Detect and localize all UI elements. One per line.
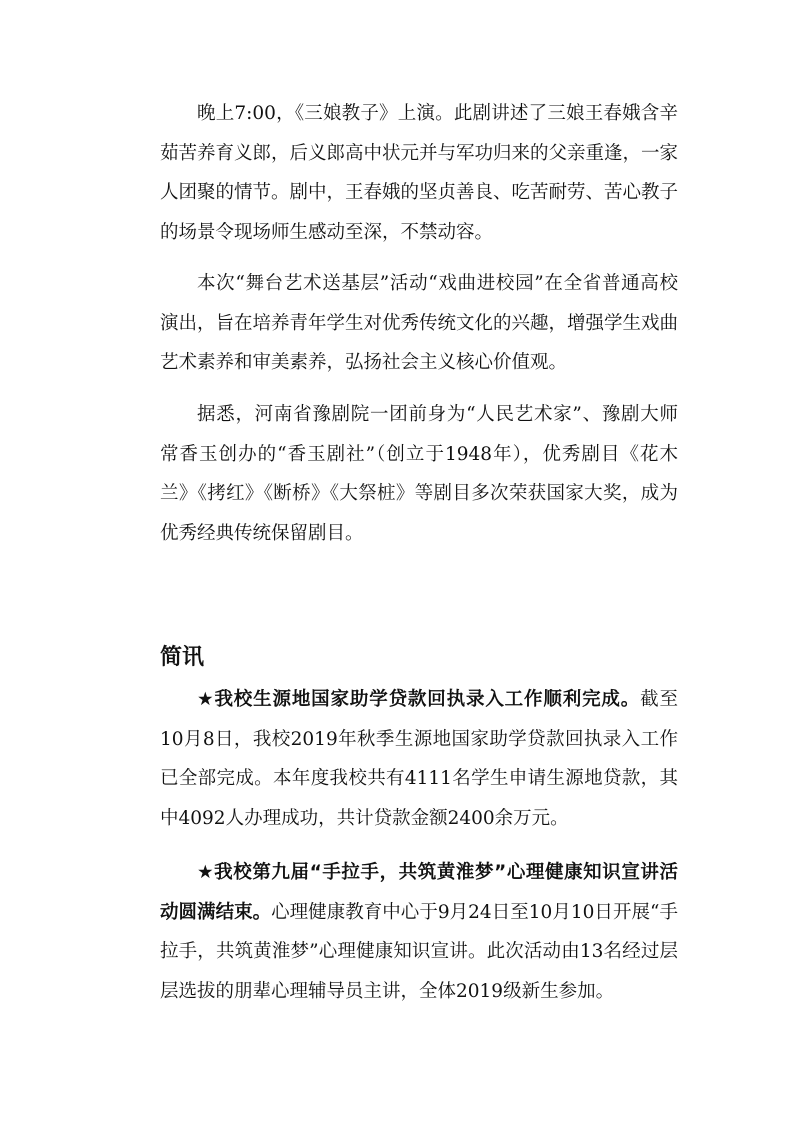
news-section-title: 简讯 xyxy=(160,645,205,670)
paragraph-text: 据悉，河南省豫剧院一团前身为“人民艺术家”、豫剧大师常香玉创办的“香玉剧社”（创立于1948年），优秀剧目《花木兰》《拷红》《断桥》《大祭桩》等剧目多次荣获国家大奖，成为优秀经典传统保留剧目。 xyxy=(160,404,678,544)
article-paragraph-1 xyxy=(160,94,678,252)
news-headline: 我校生源地国家助学贷款回执录入工作顺利完成。 xyxy=(214,689,641,710)
news-body: 截至10月8日，我校2019年秋季生源地国家助学贷款回执录入工作已全部完成。本年度我校共有4111名学生申请生源地贷款，其中4092人办理成功，共计贷款金额2400余万元。 xyxy=(160,689,678,829)
article-paragraph-2 xyxy=(160,264,678,383)
news-item-text xyxy=(160,680,678,838)
news-body: 心理健康教育中心于9月24日至10月10日开展“手拉手，共筑黄淮梦”心理健康知识宣讲。此次活动由13名经过层层选拔的朋辈心理辅导员主讲，全体2019级新生参加。 xyxy=(160,901,678,1002)
news-item-2 xyxy=(160,853,678,1011)
article-paragraph-3 xyxy=(160,395,678,553)
news-item-1 xyxy=(160,680,678,838)
star-icon: ★ xyxy=(197,862,215,883)
paragraph-text: 晚上7:00，《三娘教子》上演。此剧讲述了三娘王春娥含辛茹苦养育义郎，后义郎高中状元并与军功归来的父亲重逢，一家人团聚的情节。剧中，王春娥的坚贞善良、吃苦耐劳、苦心教子的场景令现场师生感动至深，不禁动容。 xyxy=(160,103,679,243)
paragraph-text: 本次“舞台艺术送基层”活动“戏曲进校园”在全省普通高校演出，旨在培养青年学生对优秀传统文化的兴趣，增强学生戏曲艺术素养和审美素养，弘扬社会主义核心价值观。 xyxy=(160,273,679,373)
news-item-text xyxy=(160,853,678,1011)
star-icon: ★ xyxy=(197,689,215,710)
news-headline: 我校第九届“手拉手，共筑黄淮梦”心理健康知识宣讲活动圆满结束。 xyxy=(160,862,678,923)
